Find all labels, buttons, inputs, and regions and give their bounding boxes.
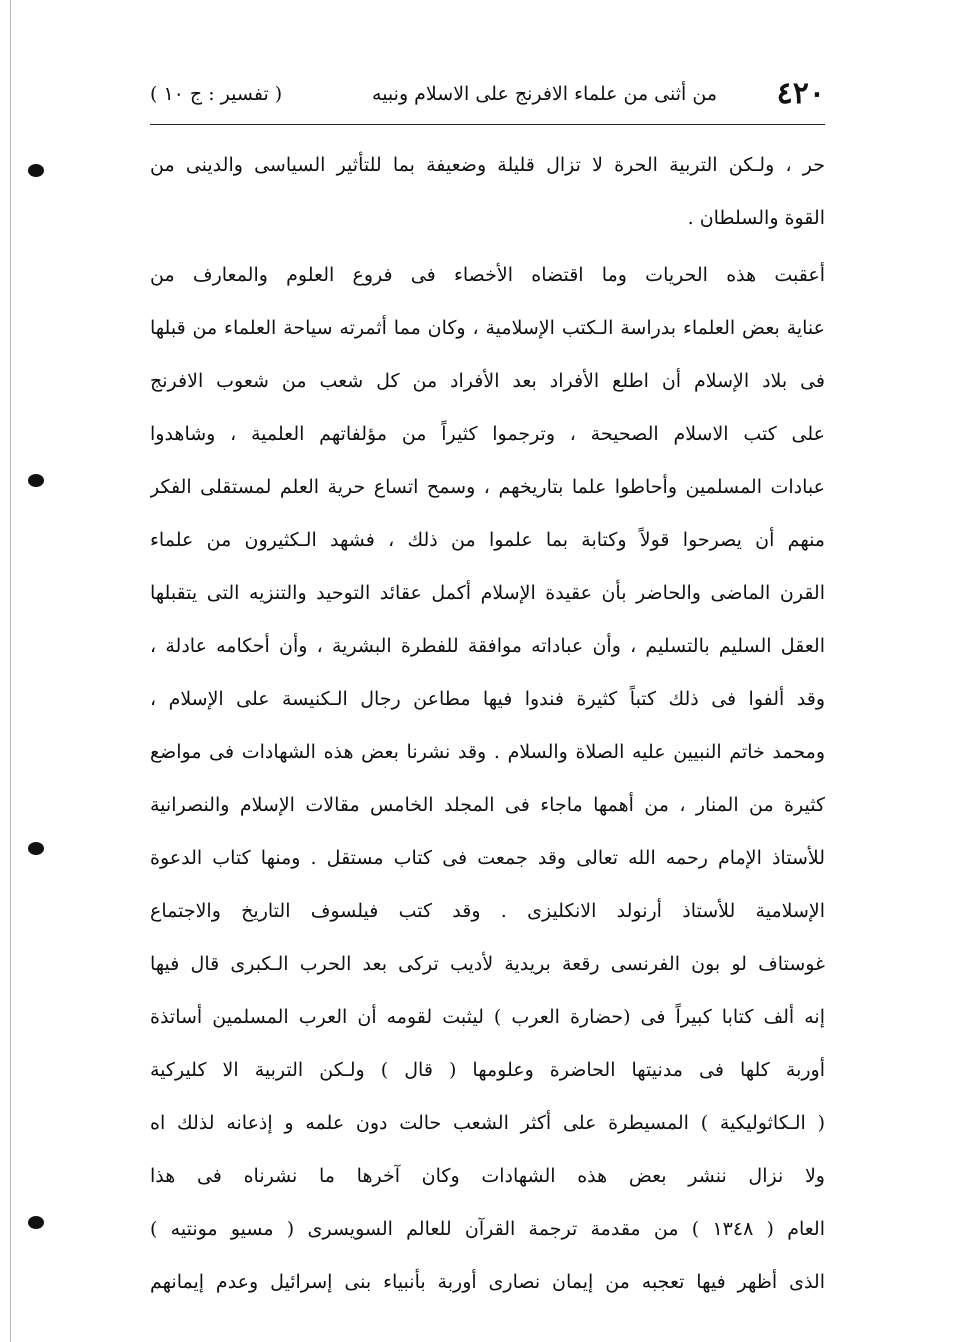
punch-hole-mark xyxy=(28,164,44,177)
paragraph-main xyxy=(150,249,825,1309)
text-line: منهم أن يصرحوا قولاً وكتابة بما علموا من ذلك ، فشهد الـكثيرون من علماء xyxy=(150,529,825,551)
text-line: على كتب الاسلام الصحيحة ، وترجموا كثيراً من مؤلفاتهم العلمية ، وشاهدوا xyxy=(150,423,825,445)
page-number: ٤٢٠ xyxy=(776,76,825,111)
text-line: ولا نزال ننشر بعض هذه الشهادات وكان آخرها ما نشرناه فى هذا xyxy=(150,1165,825,1187)
section-label: ( تفسير : ج ١٠ ) xyxy=(150,83,283,105)
text-line: عبادات المسلمين وأحاطوا علما بتاريخهم ، وسمح اتساع حرية العلم لمستقلى الفكر xyxy=(150,476,825,498)
text-line: القرن الماضى والحاضر بأن عقيدة الإسلام أكمل عقائد التوحيد والتنزيه التى يتقبلها xyxy=(150,582,825,604)
text-line: حر ، ولـكن التربية الحرة لا تزال قليلة وضعيفة بما للتأثير السياسى والدينى من xyxy=(150,154,825,176)
punch-hole-mark xyxy=(28,474,44,487)
text-line: كثيرة من المنار ، من أهمها ماجاء فى المجلد الخامس مقالات الإسلام والنصرانية xyxy=(150,794,825,816)
running-title: من أثنى من علماء الافرنج على الاسلام ونبيه xyxy=(372,83,717,105)
text-line: وقد ألفوا فى ذلك كتباً كثيرة فندوا فيها مطاعن رجال الـكنيسة على الإسلام ، xyxy=(150,688,825,710)
text-line: عناية بعض العلماء بدراسة الـكتب الإسلامية ، وكان مما أثمرته سياحة العلماء من قبلها xyxy=(150,317,825,339)
text-line: أوربة كلها فى مدنيتها الحاضرة وعلومها ( قال ) ولـكن التربية الا كليركية xyxy=(150,1059,825,1081)
text-line: الذى أظهر فيها تعجبه من إيمان نصارى أوربة بأنبياء بنى إسرائيل وعدم إيمانهم xyxy=(150,1271,825,1293)
text-line: العام ( ١٣٤٨ ) من مقدمة ترجمة القرآن للعالم السويسرى ( مسيو مونتيه ) xyxy=(150,1218,825,1240)
paragraph-continuation xyxy=(150,139,825,245)
text-line: أعقبت هذه الحريات وما اقتضاه الأخصاء فى فروع العلوم والمعارف من xyxy=(150,264,825,286)
text-line: غوستاف لو بون الفرنسى رقعة بريدية لأديب تركى بعد الحرب الـكبرى قال فيها xyxy=(150,953,825,975)
header-rule xyxy=(150,124,825,125)
text-line: إنه ألف كتابا كبيراً فى (حضارة العرب ) ليثبت لقومه أن العرب المسلمين أساتذة xyxy=(150,1006,825,1028)
text-line: الإسلامية للأستاذ أرنولد الانكليزى . وقد كتب فيلسوف التاريخ والاجتماع xyxy=(150,900,825,922)
punch-hole-mark xyxy=(28,1216,44,1229)
text-line: ومحمد خاتم النبيين عليه الصلاة والسلام . وقد نشرنا بعض هذه الشهادات فى مواضع xyxy=(150,741,825,763)
text-line: القوة والسلطان . xyxy=(687,207,825,229)
text-line: للأستاذ الإمام رحمه الله تعالى وقد جمعت فى كتاب مستقل . ومنها كتاب الدعوة xyxy=(150,847,825,869)
text-line: العقل السليم بالتسليم ، وأن عباداته موافقة للفطرة البشرية ، وأن أحكامه عادلة ، xyxy=(150,635,825,657)
punch-hole-mark xyxy=(28,842,44,855)
text-line: فى بلاد الإسلام أن اطلع الأفراد بعد الأفراد من كل شعب من شعوب الافرنج xyxy=(150,370,825,392)
page-edge-line xyxy=(10,0,11,1342)
page-header xyxy=(150,74,825,118)
text-line: ( الـكاثوليكية ) المسيطرة على أكثر الشعب حالت دون علمه و إذعانه لذلك اه xyxy=(150,1112,825,1134)
